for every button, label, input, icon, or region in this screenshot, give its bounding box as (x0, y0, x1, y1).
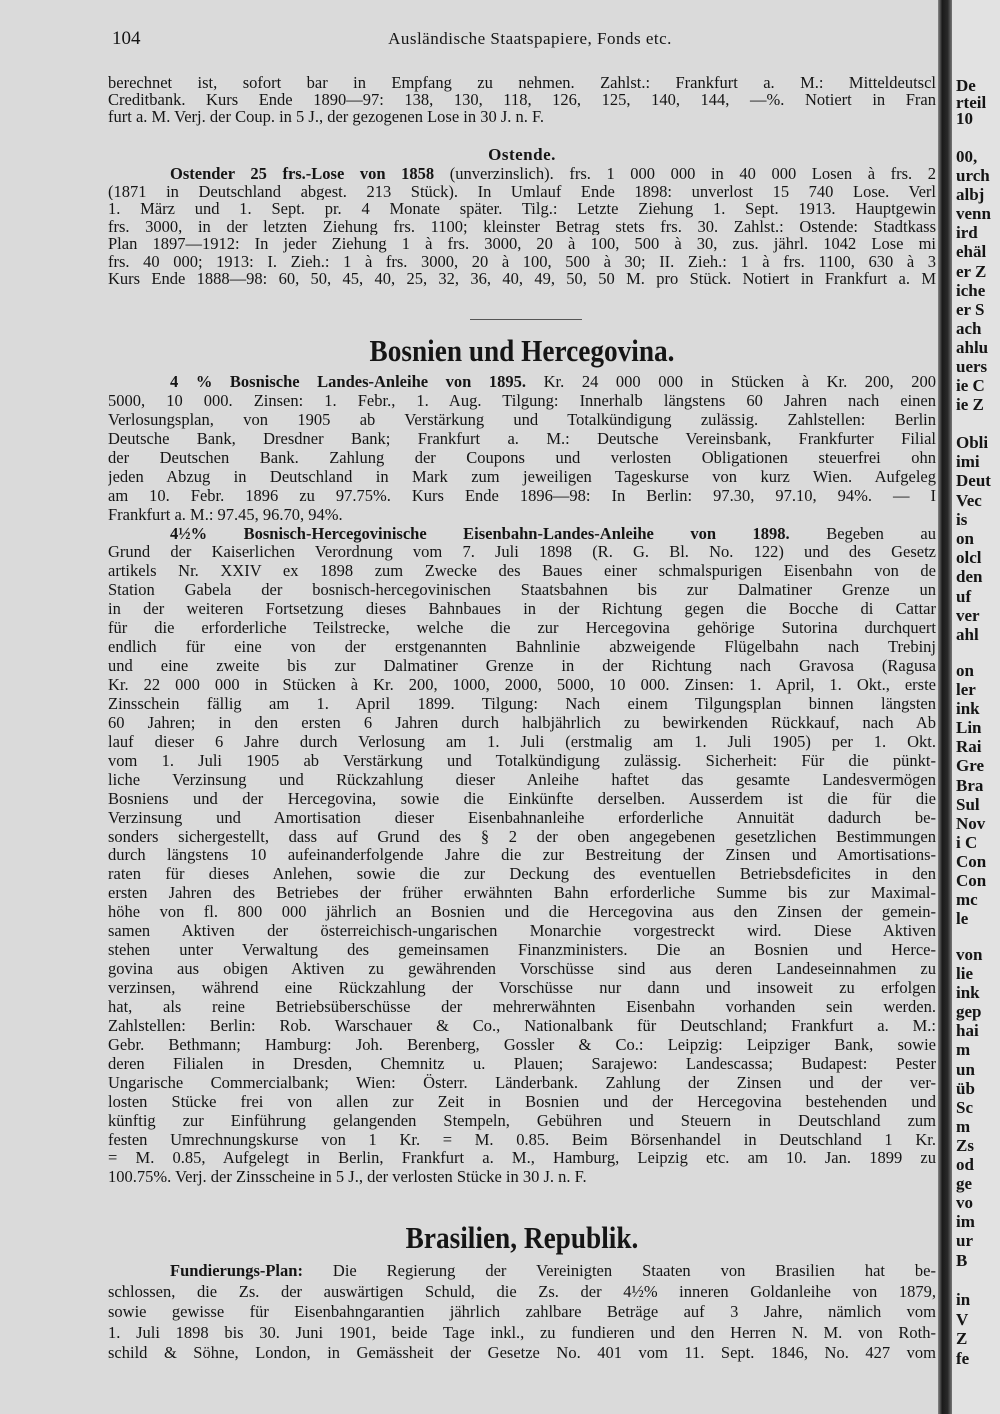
fragment-line: on (956, 661, 974, 680)
brasilien-paragraph (108, 1261, 936, 1364)
fragment-line: er S (956, 299, 985, 319)
fragment-line: ach (956, 318, 982, 338)
text-line (108, 1282, 936, 1303)
fragment-line: ur (956, 1231, 973, 1251)
text-line (108, 1343, 936, 1364)
line-text: 60 Jahren; in den ersten 6 Jahren durch halbjährlich zu bewirkenden Rückkauf, nach Ab (108, 713, 936, 732)
line-text: hat, als reine Betriebsüberschüsse der mehrerwähnten Eisenbahn vorhanden sein werden. (108, 997, 936, 1016)
text-line (108, 619, 936, 638)
text-line (108, 1074, 936, 1093)
line-text: durch längstens 10 aufeinanderfolgende Jahre die zur Bestreitung der Zinsen und Amortisations- (108, 846, 936, 865)
text-line (108, 468, 936, 487)
text-line (108, 430, 936, 449)
line-text: (1871 in Deutschland abgest. 213 Stück). In Umlauf Ende 1898: unverlost 15 740 Lose. Verl (108, 182, 936, 200)
fragment-line: er Z (956, 261, 987, 281)
text-line (108, 1149, 936, 1168)
facing-page-text-group (956, 945, 982, 1270)
line-text: furt a. M. Verj. der Coup. in 5 J., der gezogenen Lose in 30 J. n. F. (108, 109, 545, 126)
text-line (108, 638, 936, 657)
fragment-line: ver (956, 605, 980, 625)
text-line (108, 809, 936, 828)
fragment-line: ahlu (956, 337, 989, 357)
fragment-line: on (956, 529, 974, 549)
text-line (108, 922, 936, 941)
fragment-line: urch (956, 166, 990, 186)
text-line (108, 373, 936, 392)
bold-lead-in: 4½% Bosnisch-Hercegovinische Eisenbahn-Landes-Anleihe von 1898. (170, 524, 790, 543)
fragment-line: is (956, 509, 968, 529)
text-line (108, 771, 936, 790)
text-line (108, 75, 936, 92)
line-text: stehen unter Verwaltung des gemeinsamen Finanzministers. Die an Bosnien und Herce- (108, 941, 936, 960)
fragment-line: Nov (956, 813, 986, 833)
text-line (108, 270, 936, 288)
text-line (108, 506, 936, 525)
line-text: liche Verzinsung und Rückzahlung dieser Anleihe haftet das gesamte Landesvermögen (108, 770, 936, 789)
fragment-line: Zs (956, 1135, 974, 1155)
fragment-line: De (956, 76, 976, 95)
text-line (108, 165, 936, 183)
fragment-line: Z (956, 1329, 968, 1348)
line-text: Creditbank. Kurs Ende 1890—97: 138, 130, 118, 126, 125, 140, 144, —%. Notiert in Fran (108, 92, 936, 109)
text-line (108, 1036, 936, 1055)
fragment-line: lie (956, 964, 973, 984)
section-heading-bosnien: Bosnien und Hercegovina. (369, 333, 675, 368)
text-line (108, 200, 936, 218)
fragment-line: m (956, 1116, 971, 1136)
line-text: berechnet ist, sofort bar in Empfang zu nehmen. Zahlst.: Frankfurt a. M.: Mitteldeutscl (108, 75, 936, 92)
fragment-line: ler (956, 680, 976, 700)
text-line (108, 581, 936, 600)
text-line (108, 941, 936, 960)
text-line (108, 218, 936, 236)
line-text: raten für dieses Anlehen, sowie die zur Deckung des eventuellen Betriebsdeficites in den (108, 865, 936, 884)
line-text: Kurs Ende 1888—98: 60, 50, 45, 40, 25, 32, 36, 40, 49, 50, 50 M. pro Stück. Notiert in Frankfurt a. M (108, 270, 936, 288)
fragment-line: rteil (956, 92, 987, 112)
line-text: (unverzinslich). frs. 1 000 000 in 40 000 Losen à frs. 2 (434, 165, 936, 183)
fragment-line: un (956, 1059, 975, 1079)
fragment-line: Deut (956, 471, 991, 491)
text-line (108, 657, 936, 676)
line-text: Kr. 24 000 000 in Stücken à Kr. 200, 200 (526, 373, 936, 391)
fragment-line: im (956, 1212, 975, 1232)
fragment-line: Con (956, 871, 987, 891)
fragment-line: fe (956, 1348, 970, 1368)
fragment-line: Bra (956, 775, 984, 795)
fragment-line: ink (956, 699, 980, 719)
section-heading-ostende: Ostende. (488, 145, 556, 164)
fragment-line: m (956, 1040, 971, 1060)
fragment-line: Lin (956, 718, 982, 738)
line-text: in der weiteren Fortsetzung dieses Bahnbaues in der Richtung gegen die Bocche di Cattar (108, 600, 936, 619)
section-heading-brasilien: Brasilien, Republik. (405, 1220, 639, 1255)
text-line (108, 109, 936, 126)
ostende-paragraph (108, 165, 936, 288)
text-line (108, 714, 936, 733)
text-line (108, 235, 936, 253)
line-text: für die erforderliche Teilstrecke, welche die zur Hercegovina gehörige Sutorina durchquert (108, 619, 936, 638)
fragment-line: iche (956, 280, 986, 300)
fragment-line: den (956, 567, 983, 587)
fragment-line: üb (956, 1078, 975, 1098)
running-title: Ausländische Staatspapiere, Fonds etc. (388, 29, 672, 48)
text-line (108, 865, 936, 884)
text-line (108, 790, 936, 809)
line-text: Station Gabela der bosnisch-hercegovinischen Staatsbahnen bis zur Dalmatiner Grenze un (108, 581, 936, 600)
text-line (108, 960, 936, 979)
fragment-line: od (956, 1155, 974, 1175)
fragment-line: Rai (956, 737, 982, 757)
line-text: Begeben au (789, 524, 936, 543)
line-text: frs. 40 000; 1913: I. Zieh.: 1 à frs. 3000, 20 à 100, 500 à 30; II. Zieh.: 1 à frs. 1100, 630 à 3 (108, 252, 936, 270)
line-text: Kr. 22 000 000 in Stücken à Kr. 200, 1000, 2000, 5000, 10 000. Zinsen: 1. April, 1. Okt., erste (108, 676, 936, 694)
fragment-line: Sul (956, 794, 980, 814)
fragment-line: ehäl (956, 242, 987, 262)
line-text: und eine zweite bis zur Dalmatiner Grenze in der Richtung nach Gravosa (Ragusa (108, 657, 936, 676)
text-line (108, 253, 936, 271)
line-text: Die Regierung der Vereinigten Staaten von Brasilien hat be- (302, 1261, 936, 1280)
text-line (108, 1302, 936, 1323)
line-text: artikels Nr. XXIV ex 1898 zum Zwecke des Baues einer schmalspurigen Eisenbahn von de (108, 562, 936, 581)
bold-lead-in: 4 % Bosnische Landes-Anleihe von 1895. (170, 373, 527, 391)
fragment-line: Con (956, 851, 987, 871)
line-text: deren Filialen in Dresden, Chemnitz u. Plauen; Sarajewo: Landescassa; Budapest: Pester (108, 1054, 936, 1073)
line-text: 5000, 10 000. Zinsen: 1. Febr., 1. Aug. Tilgung: Innerhalb längstens 60 Jahren nach einen (108, 391, 936, 410)
text-line (108, 1112, 936, 1131)
fragment-line: mc (956, 890, 978, 910)
line-text: = M. 0.85, Aufgelegt in Berlin, Frankfurt a. M., Hamburg, Leipzig etc. am 10. Jan. 1899 zu (108, 1149, 936, 1168)
fragment-line: uf (956, 586, 972, 606)
text-line (108, 600, 936, 619)
text-line (108, 846, 936, 865)
fragment-line: ird (956, 223, 978, 243)
line-text: Deutsche Bank, Dresdner Bank; Frankfurt a. M.: Deutsche Vereinsbank, Frankfurter Filial (108, 429, 936, 448)
text-line (108, 1168, 936, 1187)
text-line (108, 183, 936, 201)
text-line (108, 562, 936, 581)
text-line (108, 449, 936, 468)
line-text: 1. März und 1. Sept. pr. 4 Monate später. Tilg.: Letzte Ziehung 1. Sept. 1913. Hauptgewin (108, 200, 936, 218)
fragment-line: ahl (956, 625, 979, 645)
text-line (108, 733, 936, 752)
line-text: govina aus obigen Aktiven zu gewährenden Vorschüsse sind aus deren Landeseinnahmen zu (108, 960, 936, 979)
text-line (108, 1261, 936, 1282)
text-line (108, 979, 936, 998)
fragment-line: in (956, 1290, 971, 1309)
line-text: festen Umrechnungskurse von 1 Kr. = M. 0.85. Beim Börsenhandel in Deutschland 1 Kr. (108, 1130, 936, 1149)
line-text: losten Stücke frei von allen zur Zeit in Bosnien und der Hercegovina bestehenden und (108, 1092, 936, 1111)
text-line (108, 676, 936, 695)
line-text: schild & Söhne, London, in Gemässheit der Gesetze No. 401 vom 11. Sept. 1846, No. 427 vom (108, 1343, 936, 1362)
fragment-line: ie C (956, 376, 985, 396)
fragment-line: B (956, 1250, 968, 1270)
fragment-line: ge (956, 1174, 973, 1194)
line-text: Frankfurt a. M.: 97.45, 96.70, 94%. (108, 505, 343, 524)
line-text: sowie gewisse für Eisenbahngarantien jährlich zahlbare Beträge auf 3 Jahre, nämlich vom (108, 1302, 936, 1321)
line-text: am 10. Febr. 1896 zu 97.75%. Kurs Ende 1896—98: In Berlin: 97.30, 97.10, 94%. — I (108, 486, 936, 505)
fragment-line: ink (956, 983, 980, 1003)
fragment-line: i C (956, 832, 978, 852)
text-line (108, 1055, 936, 1074)
page-number: 104 (112, 28, 141, 49)
fragment-line: le (956, 909, 969, 929)
fragment-line: ie Z (956, 395, 984, 415)
line-text: samen Aktiven der österreichisch-ungarischen Monarchie vorgestreckt wird. Diese Aktiven (108, 922, 936, 941)
line-text: höhe von fl. 800 000 jährlich an Bosnien und die Hercegovina aus den Zinsen der gemein- (108, 903, 936, 922)
text-line (108, 543, 936, 562)
fragment-line: hai (956, 1021, 979, 1041)
line-text: 100.75%. Verj. der Zinsscheine in 5 J., der verlosten Stücke in 30 J. n. F. (108, 1168, 587, 1187)
text-line (108, 411, 936, 430)
book-gutter (938, 0, 952, 1414)
text-line (108, 752, 936, 771)
facing-page-text-group (956, 147, 991, 414)
line-text: endlich für eine von der erstgenannten Bahnlinie abzweigende Flügelbahn nach Trebinj (108, 638, 936, 657)
text-line (108, 1323, 936, 1344)
line-text: 1. Juli 1898 bis 30. Juni 1901, beide Tage inkl., zu fundieren und den Herren N. M. von Roth- (108, 1322, 936, 1342)
line-text: schlossen, die Zs. der auswärtigen Schuld, die Zs. der 4½% inneren Goldanleihe von 1879, (108, 1281, 936, 1301)
line-text: Grund der Kaiserlichen Verordnung vom 7. Juli 1898 (R. G. Bl. No. 122) und des Gesetz (108, 543, 936, 562)
text-line (108, 392, 936, 411)
section-divider (470, 319, 582, 320)
facing-page-fragment (952, 0, 1000, 1414)
fragment-line: imi (956, 452, 980, 472)
text-line (108, 487, 936, 506)
facing-page-text-group (956, 1290, 970, 1368)
text-line (108, 1131, 936, 1150)
line-text: der Deutschen Bank. Zahlung der Coupons und verlosten Obligationen steuerfrei ohn (108, 448, 936, 467)
fragment-line: Gre (956, 756, 985, 776)
bold-lead-in: Fundierungs-Plan: (170, 1261, 303, 1280)
bosnien-paragraphs (108, 373, 936, 1187)
line-text: Verlosungsplan, von 1905 ab Verstärkung und Totalkündigung zulässig. Zahlstellen: Berlin (108, 410, 936, 429)
fragment-line: 00, (956, 147, 978, 166)
fragment-line: von (956, 945, 983, 964)
line-text: lauf dieser 6 Jahre durch Verlosung am 1. Juli (erstmalig am 1. Juli 1905) per 1. Okt. (108, 732, 936, 751)
fragment-line: vo (956, 1193, 973, 1213)
line-text: ersten Jahren des Betriebes der früher erwähnten Bahn erforderliche Summe bis zur Maximal- (108, 884, 936, 903)
facing-page-text-group (956, 78, 986, 128)
text-line (108, 998, 936, 1017)
text-line (108, 903, 936, 922)
line-text: Zahlstellen: Berlin: Rob. Warschauer & Co., Nationalbank für Deutschland; Frankfurt a. M.: (108, 1016, 936, 1035)
line-text: vom 1. Juli 1905 ab Verstärkung und Totalkündigung zulässig. Sicherheit: Für die pünkt- (108, 751, 936, 770)
line-text: Gebr. Bethmann; Hamburg: Joh. Berenberg, Gossler & Co.: Leipzig: Leipziger Bank, sowie (108, 1035, 936, 1054)
fragment-line: 10 (956, 109, 973, 128)
fragment-line: Sc (956, 1097, 973, 1117)
fragment-line: Obli (956, 433, 989, 452)
line-text: frs. 3000, in der letzten Ziehung frs. 1100; kleinster Betrag stets frs. 30. Zahlst.: Ostende: Stadtkass (108, 217, 936, 235)
fragment-line: V (956, 1309, 969, 1329)
fragment-line: uers (956, 357, 988, 377)
text-line (108, 884, 936, 903)
continued-paragraph (108, 75, 936, 126)
text-line (108, 1017, 936, 1036)
line-text: Ungarische Commercialbank; Wien: Österr. Länderbank. Zahlung der Zinsen und der ver- (108, 1073, 936, 1092)
facing-page-text-group (956, 433, 991, 644)
facing-page-text-group (956, 661, 986, 928)
fragment-line: olcl (956, 548, 982, 568)
text-line (108, 92, 936, 109)
bold-lead-in: Ostender 25 frs.-Lose von 1858 (170, 165, 435, 183)
line-text: Plan 1897—1912: In jeder Ziehung 1 à frs. 3000, 20 à 100, 500 à 30, zus. jährl. 1042 Lose mi (108, 235, 936, 253)
text-line (108, 525, 936, 544)
line-text: sonders sichergestellt, dass auf Grund des § 2 der oben angegebenen gesetzlichen Bestimmungen (108, 827, 936, 846)
text-line (108, 695, 936, 714)
line-text: Zinsschein fällig am 1. April 1899. Tilgung: Nach einem Tilgungsplan binnen längsten (108, 694, 936, 713)
text-line (108, 828, 936, 847)
line-text: jeden Abzug in Deutschland in Mark zum jeweiligen Tageskurse von kurz Wien. Aufgeleg (108, 467, 936, 486)
fragment-line: albj (956, 185, 985, 205)
line-text: künftig zur Einführung gelangenden Stempeln, Gebühren und Steuern in Deutschland zum (108, 1111, 936, 1130)
fragment-line: venn (956, 204, 991, 224)
fragment-line: Vec (956, 490, 982, 510)
line-text: Bosniens und der Hercegovina, sowie die Einkünfte derselben. Ausserdem ist die für die (108, 789, 936, 808)
fragment-line: gep (956, 1002, 982, 1022)
line-text: verzinsen, während eine Rückzahlung der Vorschüsse nur dann und insoweit zu erfolgen (108, 979, 936, 997)
text-line (108, 1093, 936, 1112)
line-text: Verzinsung und Amortisation dieser Eisenbahnanleihe erforderliche Annuität dadurch be- (108, 808, 936, 827)
